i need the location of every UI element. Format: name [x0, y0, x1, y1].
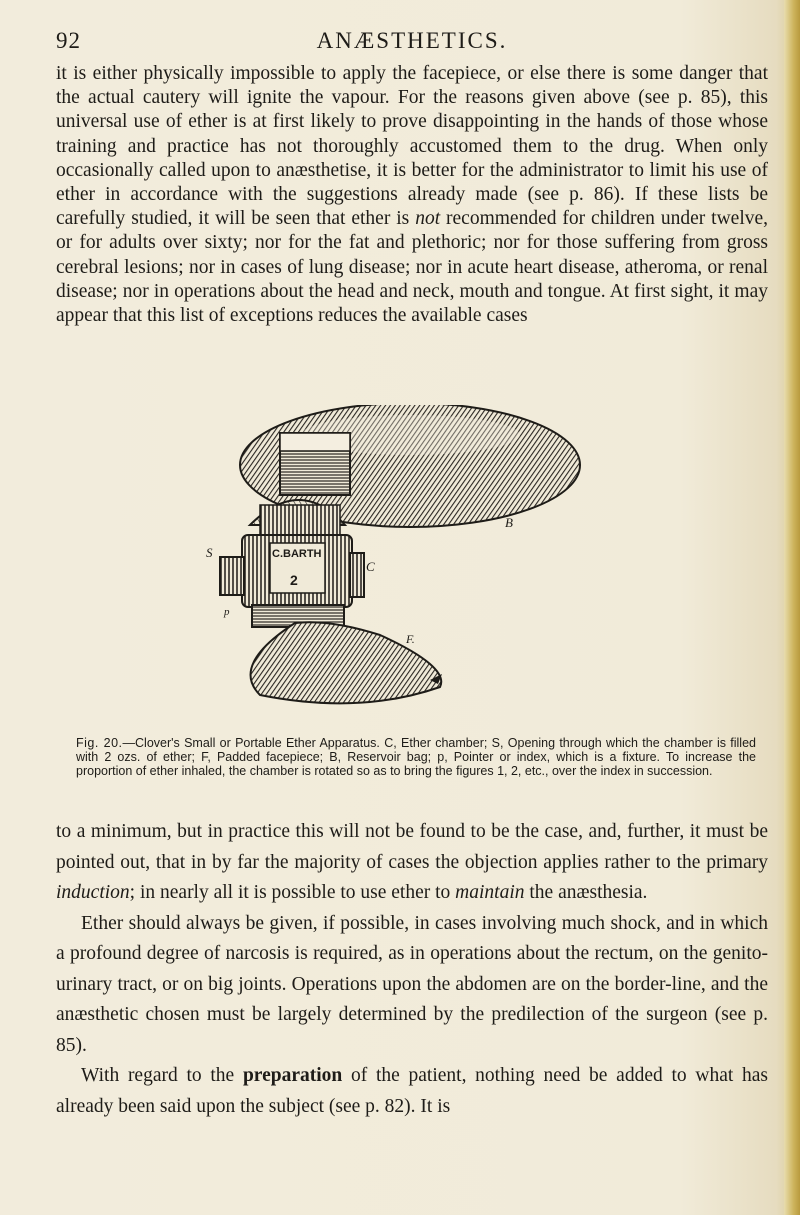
paragraph-top-emphasis: not: [415, 208, 441, 230]
caption-title: —Clover's Small or Portable Ether Apparatus.: [122, 736, 380, 750]
p3-start: With regard to the: [81, 1065, 235, 1086]
page-number: 92: [56, 28, 81, 53]
p1-emphasis-maintain: maintain: [455, 882, 525, 903]
paragraph-top: [56, 62, 768, 328]
ether-apparatus-illustration: [180, 405, 610, 705]
maker-mark: C.BARTH: [272, 548, 322, 560]
paragraph-continuation: [56, 817, 768, 909]
index-number: 2: [290, 572, 298, 588]
label-b: B: [505, 515, 513, 530]
caption-text: C, Ether chamber; S, Opening through which the chamber is filled with 2 ozs. of ether; F, Padded facepiece; B, Reservoir bag; p, Pointer or index, which is a fixture. To increase the proportion of ether inhaled, the chamber is rotated so as to bring the figures 1, 2, etc., over the index in succession.: [76, 736, 756, 778]
figure-ether-apparatus: [180, 405, 610, 705]
filling-opening: [220, 557, 244, 595]
paragraph-top-text: it is either physically impossible to apply the facepiece, or else there is some danger that the actual cautery will ignite the vapour. For the reasons given above (see p. 85), this universal use of ether is at first likely to prove disappointing in the hands of those whose training and practice has not thoroughly accustomed them to the drug. When only occasionally called upon to anæsthetise, it is better for the administrator to limit his use of ether in accordance with the suggestions already made (see p. 86). If these lists be carefully studied, it will be seen that ether is: [56, 63, 768, 230]
running-title: ANÆSTHETICS.: [316, 28, 508, 53]
label-s: S: [206, 545, 213, 560]
paragraph-top-text-after: recommended for children under twelve, or for adults over sixty; nor for the fat and plethoric; nor for those suffering from gross cerebral lesions; nor in cases of lung disease; nor in acute heart disease, atheroma, or renal disease; nor in operations about the head and neck, mouth and tongue. At first sight, it may appear that this list of exceptions reduces the available cases: [56, 208, 769, 327]
paragraph-ether-cases: Ether should always be given, if possible, in cases involving much shock, and in which a profound degree of narcosis is required, as in operations about the rectum, on the genito-urinary tract, or on big joints. Operations upon the abdomen are on the border-line, and the anæsthetic chosen must be largely determined by the predilection of the surgeon (see p. 85).: [56, 912, 768, 1056]
p1-start: to a minimum, but in practice this will not be found to be the case, and, further, it must be pointed out, that in by far the majority of cases the objection applies rather to the primary: [56, 821, 768, 873]
label-c: C: [366, 559, 375, 574]
page-edge: [784, 0, 800, 1215]
p3-bold-preparation: preparation: [242, 1065, 343, 1086]
caption-fig-label: Fig. 20.: [76, 736, 123, 750]
running-head: [56, 28, 768, 58]
body-lower: [56, 817, 768, 1122]
p1-emphasis-induction: induction: [56, 882, 130, 903]
figure-caption: [76, 737, 756, 778]
paragraph-preparation: [56, 1061, 768, 1122]
p1-end: the anæsthesia.: [529, 882, 648, 903]
label-f: F.: [406, 632, 415, 646]
label-p: p: [224, 606, 230, 618]
p3-end: of the patient, nothing need be added to what has already been said upon the subject (see p. 82). It is: [56, 1065, 769, 1117]
p1-mid: ; in nearly all it is possible to use ether to: [129, 882, 451, 903]
